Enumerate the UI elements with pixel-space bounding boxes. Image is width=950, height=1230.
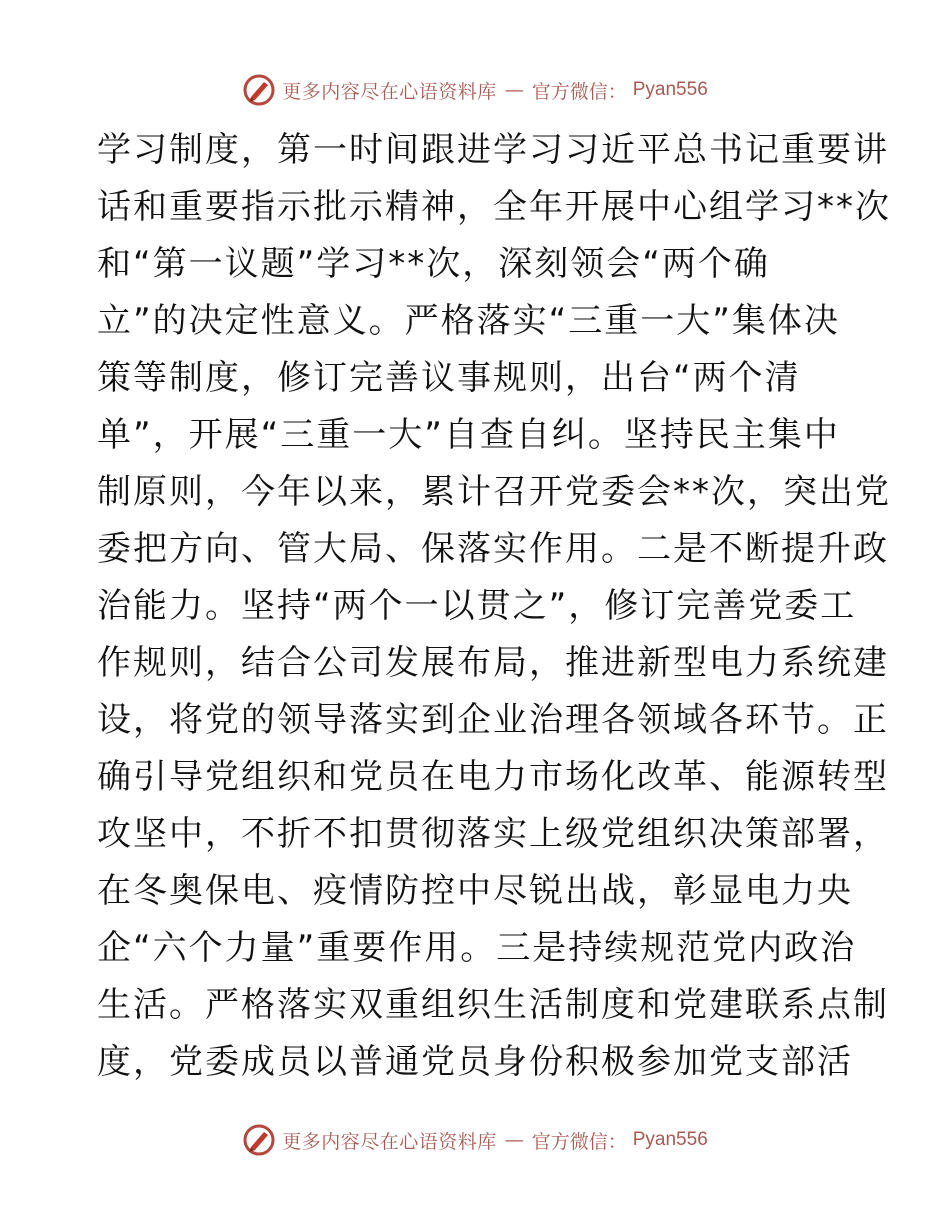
document-body [97,122,891,1091]
text-line: 在冬奥保电、疫情防控中尽锐出战，彰显电力央 [97,871,853,911]
text-line: 确引导党组织和党员在电力市场化改革、能源转型 [97,757,889,797]
watermark-text: 更多内容尽在心语资料库 [282,1130,497,1153]
pen-logo-icon [242,73,276,107]
text-line: 话和重要指示批示精神，全年开展中心组学习**次 [97,187,891,227]
text-line: 制原则，今年以来，累计召开党委会**次，突出党 [97,472,891,512]
watermark-separator: — [504,79,524,101]
watermark-wechat-label: 官方微信： [531,1130,627,1153]
text-line: 作规则，结合公司发展布局，推进新型电力系统建 [97,643,889,683]
watermark-wechat-id: Pyan556 [632,1129,708,1150]
text-line: 策等制度，修订完善议事规则，出台“两个清 [97,358,801,398]
header-watermark [0,70,950,110]
text-line: 企“六个力量”重要作用。三是持续规范党内政治 [97,928,857,968]
text-line: 和“第一议题”学习**次，深刻领会“两个确 [97,244,770,284]
text-line: 治能力。坚持“两个一以贯之”，修订完善党委工 [97,586,857,626]
text-line: 委把方向、管大局、保落实作用。二是不断提升政 [97,529,889,569]
text-line: 生活。严格落实双重组织生活制度和党建联系点制 [97,985,889,1025]
footer-watermark [0,1120,950,1160]
watermark-text: 更多内容尽在心语资料库 [282,80,497,103]
text-line: 学习制度，第一时间跟进学习习近平总书记重要讲 [97,130,889,170]
text-line: 设，将党的领导落实到企业治理各领域各环节。正 [97,700,889,740]
watermark-wechat-label: 官方微信： [531,80,627,103]
text-line: 立”的决定性意义。严格落实“三重一大”集体决 [97,301,840,341]
watermark-separator: — [504,1129,524,1151]
watermark-wechat-id: Pyan556 [632,79,708,100]
pen-logo-icon [242,1123,276,1157]
text-line: 攻坚中，不折不扣贯彻落实上级党组织决策部署， [97,814,889,854]
text-line: 度，党委成员以普通党员身份积极参加党支部活 [97,1042,853,1082]
text-line: 单”，开展“三重一大”自查自纠。坚持民主集中 [97,415,840,455]
